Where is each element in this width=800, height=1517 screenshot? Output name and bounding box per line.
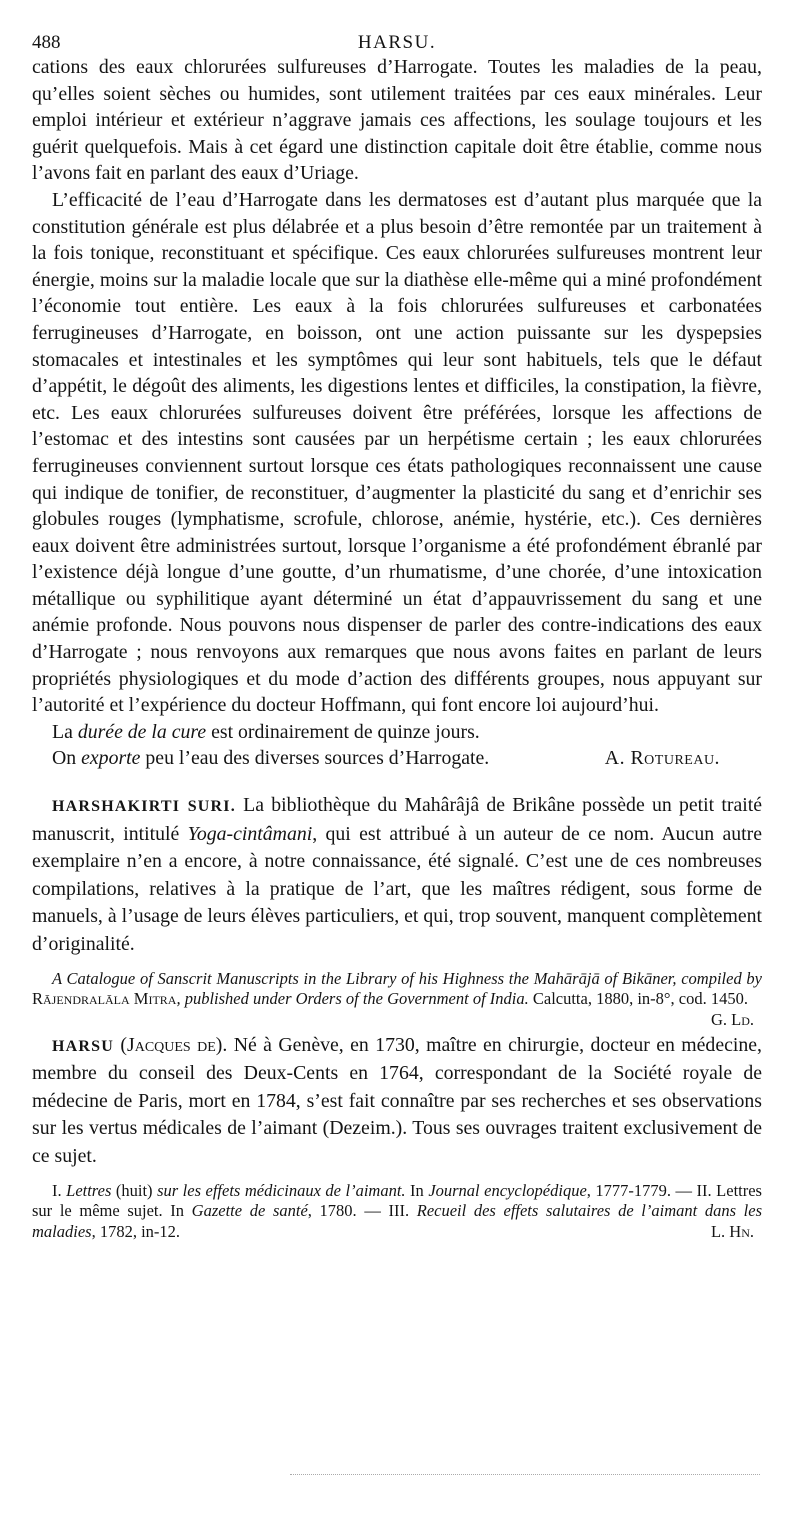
entry-name: (Jacques de). bbox=[120, 1033, 228, 1056]
harshakirti-entry bbox=[32, 792, 762, 1029]
entry-headword: HARSU bbox=[52, 1037, 115, 1055]
author-signature: L. Hn. bbox=[710, 1221, 754, 1241]
text-run: est ordinairement de quinze jours. bbox=[206, 720, 480, 743]
bottom-bleed-through bbox=[290, 1474, 760, 1475]
journal-title: Journal encyclopédique bbox=[428, 1180, 587, 1200]
harrogate-paragraph-3 bbox=[32, 719, 762, 746]
text-run: , 1782, in-12. bbox=[91, 1221, 181, 1241]
page-header bbox=[32, 20, 762, 54]
catalogue-title: A Catalogue of Sanscrit Manuscripts in the Library of his Highness the Mahārājā of Bikāner, compiled by bbox=[52, 968, 762, 988]
page-number: 488 bbox=[32, 32, 61, 53]
work-title: sur les effets médicinaux de l’aimant. bbox=[157, 1180, 406, 1200]
harrogate-paragraph-4 bbox=[32, 745, 762, 772]
journal-title: Gazette de santé bbox=[191, 1201, 308, 1221]
harrogate-section bbox=[32, 54, 762, 772]
harrogate-paragraph-2: L’efficacité de l’eau d’Harrogate dans les dermatoses est d’autant plus marquée que la constitution générale est plus délabrée et a plus besoin d’être remontée par un traitement à la fois tonique, reconstituant et spécifique. Ces eaux chlorurées sulfureuses montrent leur énergie, moins sur la maladie locale que sur la diathèse elle-même qui a miné profondément l’économie tout entière. Les eaux à la fois chlorurées sulfureuses et carbonatées ferrugineuses d’Harrogate, en boisson, ont une action puissante sur les dyspepsies stomacales et intestinales et les symptômes qui leur sont habituels, tels que le défaut d’appétit, le dégoût des aliments, les digestions lentes et difficiles, la constipation, la fièvre, etc. Les eaux chlorurées sulfureuses doivent être préférées, lorsque les affections de l’estomac et des intestins sont causées par un herpétisme certain ; les eaux chlorurées ferrugineuses conviennent surtout lorsque ces états pathologiques reconnaissent une cause qui indique de tonifier, de reconstituer, d’augmenter la plasticité du sang et d’enrichir ses globules rouges (lymphatisme, scrofule, chlorose, anémie, hystérie, etc.). Ces dernières eaux doivent être administrées surtout, lorsque l’organisme a été profondément ébranlé par l’existence déjà longue d’une goutte, d’un rhumatisme, d’une chorée, d’une intoxication métallique ou syphilitique ayant déterminé un état d’appauvrissement du sang et une anémie profonde. Nous pouvons nous dispenser de parler des contre-indications des eaux d’Harrogate ; nous renvoyons aux remarques que nous avons faites en parlant de leurs propriétés physiologiques et du mode d’action des différents groupes, nous appuyant sur l’autorité et l’expérience du docteur Hoffmann, qui font encore loi aujourd’hui. bbox=[32, 188, 762, 717]
manuscript-title: Yoga-cintâmani bbox=[187, 822, 313, 845]
catalogue-title-cont: , published under Orders of the Government of India. bbox=[176, 989, 529, 1009]
work-title: Recueil des effets salutaires de l’aimant dans les maladies bbox=[32, 1201, 763, 1241]
harrogate-paragraph-1: cations des eaux chlorurées sulfureuses d’Harrogate. Toutes les maladies de la peau, qu’elles soient sèches ou humides, sont utilement traitées par ces eaux minérales. Leur emploi intérieur et extérieur n’aggrave jamais ces affections, les soulage toujours et les guérit quelquefois. Mais à cet égard une distinction capitale doit être établie, comme nous l’avons fait en parlant des eaux d’Uriage. bbox=[32, 56, 762, 185]
running-head: HARSU. bbox=[357, 32, 437, 53]
harshakirti-bibliography bbox=[32, 968, 762, 1029]
text-run: I. bbox=[52, 1180, 67, 1200]
entry-headword: HARSHAKIRTI SURI. bbox=[52, 798, 236, 816]
text-run: On bbox=[52, 747, 82, 770]
text-run: (huit) bbox=[111, 1180, 158, 1200]
text-run: La bibliothèque du Mahârâjâ de Brikâne possède un petit traité manuscrit, intitulé bbox=[32, 794, 762, 845]
harshakirti-body bbox=[32, 792, 762, 959]
text-run: Né à Genève, en 1730, maître en chirurgie, docteur en médecine, membre du conseil des Deux-Cents en 1764, correspondant de la Société royale de médecine de Paris, mort en 1784, s’est fait connaître par ses recherches et ses observations sur les vertus médicales de l’aimant (Dezeim.). Tous ses ouvrages traitent exclusivement de ce sujet. bbox=[32, 1033, 762, 1167]
italic-term: exporte bbox=[81, 747, 141, 770]
text-run: , 1780. — III. bbox=[307, 1201, 417, 1221]
italic-term: durée de la cure bbox=[77, 720, 207, 743]
text-run: La bbox=[52, 720, 78, 743]
text-run: In bbox=[405, 1180, 429, 1200]
harsu-body bbox=[32, 1032, 762, 1171]
text-run: , qui est attribué à un auteur de ce nom. Aucun autre exemplaire n’en a encore, à notre connaissance, été signalé. C’est une de ces nombreuses compilations, relatives à la pratique de l’art, que les maîtres rédigent, sous forme de manuels, à l’usage de leurs élèves particuliers, et qui, trop souvent, manquent complètement d’originalité. bbox=[32, 822, 762, 955]
work-title: Lettres bbox=[66, 1180, 112, 1200]
closing-sentence bbox=[52, 745, 489, 772]
author-signature: G. Ld. bbox=[710, 1009, 754, 1029]
document-page bbox=[32, 20, 762, 1242]
text-run: , 1777-1779. — II. Lettres sur le même sujet. In bbox=[32, 1180, 762, 1221]
author-signature: A. Rotureau. bbox=[604, 747, 720, 770]
harsu-bibliography bbox=[32, 1181, 762, 1243]
harsu-entry bbox=[32, 1032, 762, 1242]
text-run: peu l’eau des diverses sources d’Harrogate. bbox=[140, 747, 490, 770]
publication-info: Calcutta, 1880, in-8°, cod. 1450. bbox=[528, 989, 748, 1009]
compiler-name: Rājendralāla Mitra bbox=[32, 989, 177, 1009]
